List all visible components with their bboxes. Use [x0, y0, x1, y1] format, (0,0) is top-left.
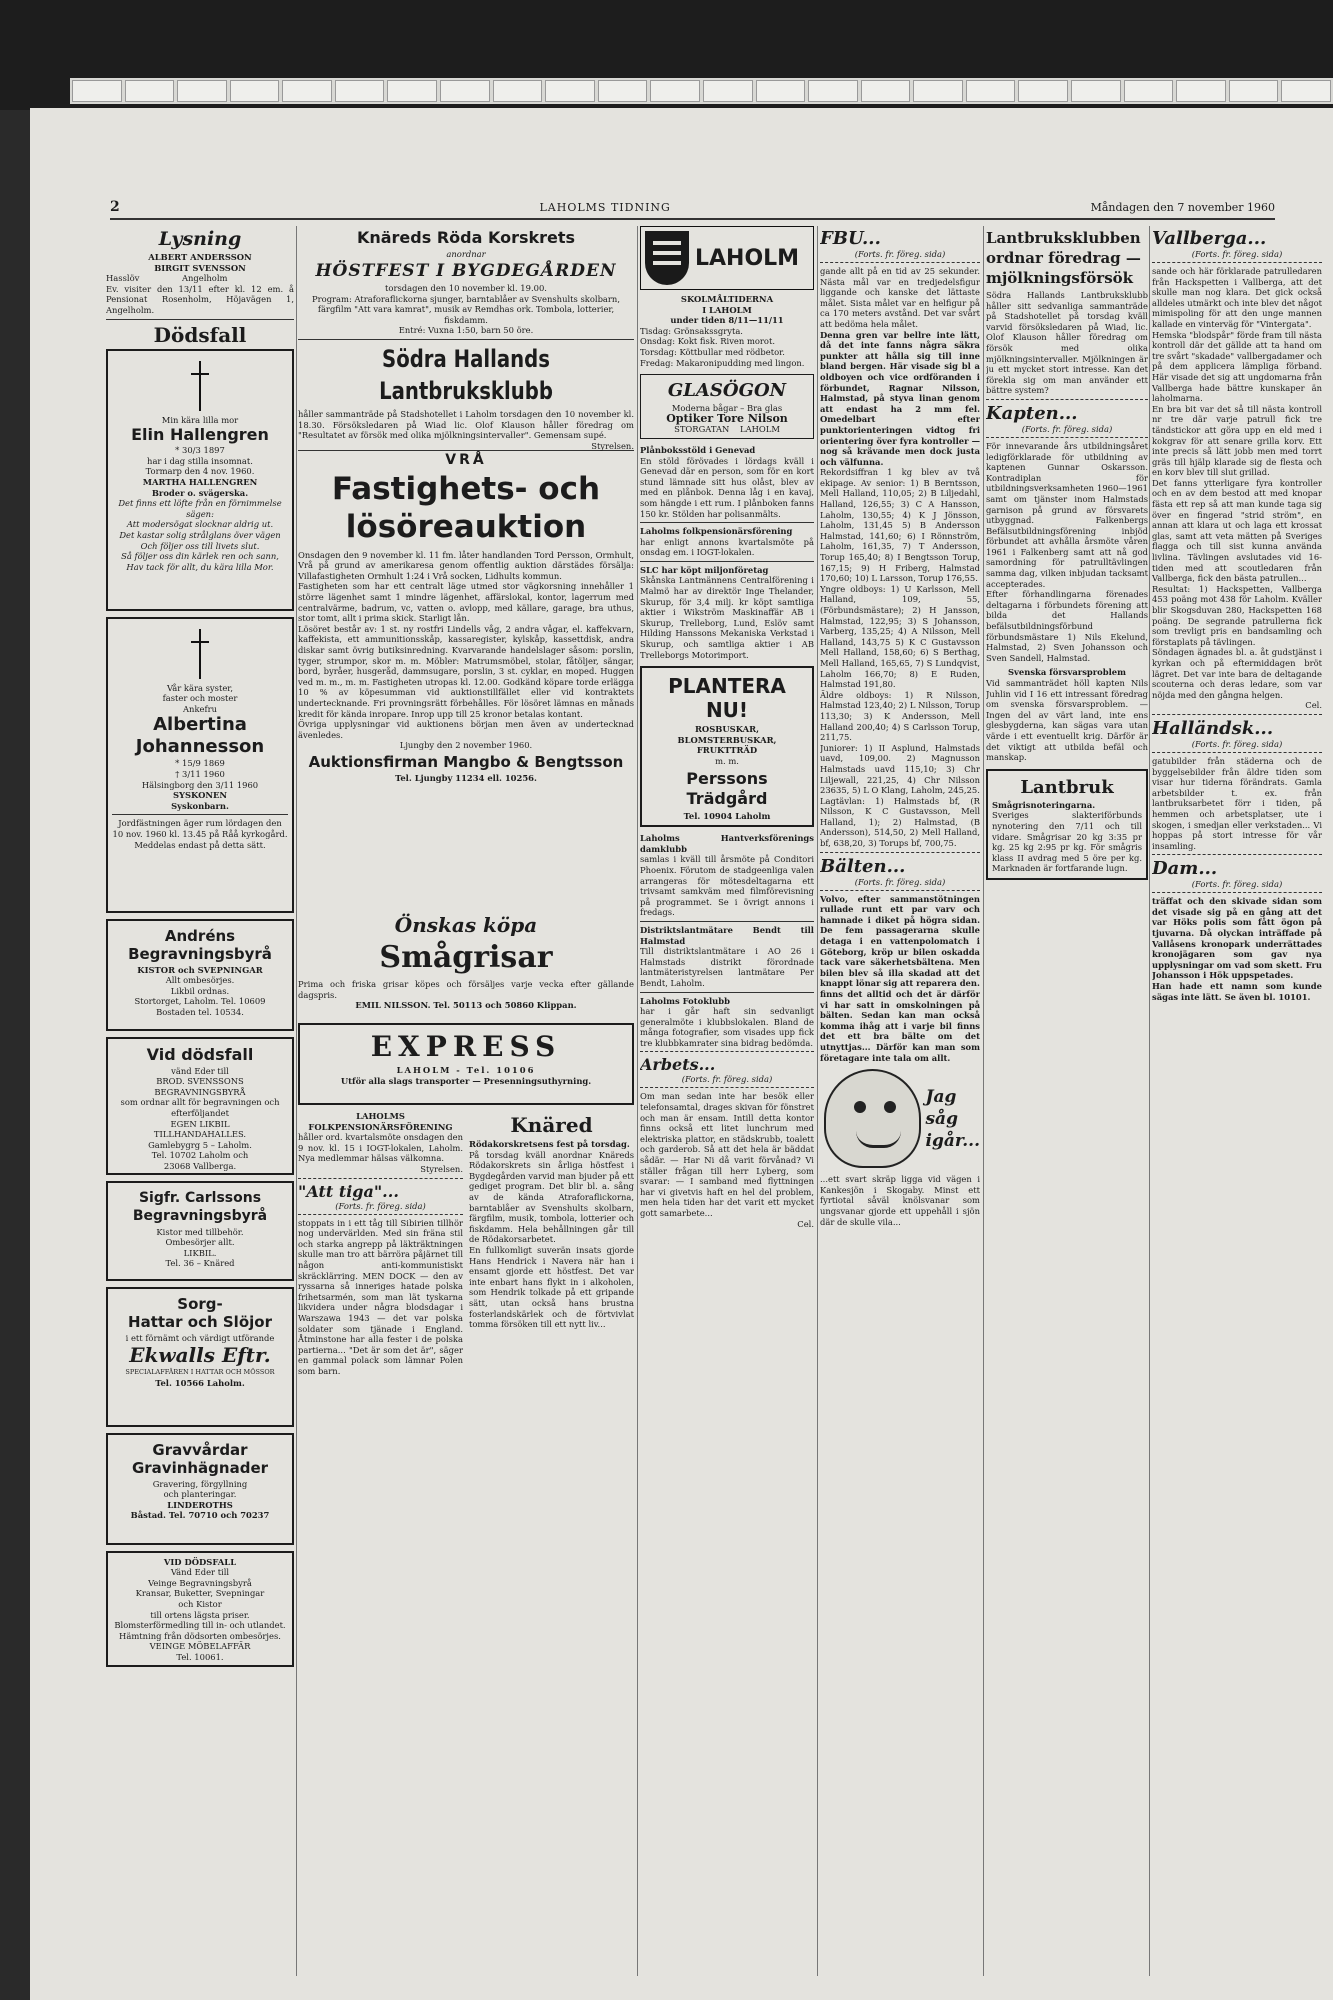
ad-linderoths [106, 1433, 294, 1545]
notice-family: MARTHA HALLENGREN Broder o. svägerska. [142, 476, 258, 498]
arbets-sign: Cel. [797, 1218, 814, 1229]
fbu-text: gande allt på en tid av 25 sekunder. Nästa mål var en tredjedelsfigur liggande och kanske det lättaste målet. Sista målet var en helfigur på ca 170 meters avstånd. Det var svårt att bedöma hela målet. [820, 266, 980, 329]
notice-dates: * 15/9 1869 † 3/11 1960 [175, 758, 225, 779]
notice-text: Jordfästningen äger rum lördagen den 10 nov. 1960 kl. 13.45 på Råå kyrkogård. Meddelas endast på detta sätt. [112, 818, 288, 850]
vall-text: Resultat: 1) Hackspetten, Vallberga 453 poäng mot 438 för Laholm. Kväller blir Skogsduvan 280, Hackspetten 168 poäng. De segrande patrullerna fick som trevligt pris en bandsamling och förstaplats på tävlingen. [1152, 583, 1322, 647]
divider [820, 852, 980, 853]
divider [640, 1087, 814, 1088]
divider [1152, 262, 1322, 263]
death-notice-hallengren [106, 349, 294, 611]
ad-title: PLANTERA NU! [668, 674, 786, 723]
ad-title: Fastighets- och lösöreauktion [331, 470, 601, 545]
ad-auction [298, 452, 634, 911]
divider [1152, 892, 1322, 893]
lantbruk-sub: Smågrisnoteringarna. [992, 799, 1096, 810]
fbu-text: Denna gren var bellre inte lätt, då det inte fanns några säkra punkter att hålla sig till inne bland bergen. Här visade sig bl a oldboyen och vice ordföranden i förbundet, Ragnar Nilsson, Halmstad, på styva linan genom att endast ha 2 mm fel. Omedelbart efter punktorienteringen vidtog fri orientering över fyra kontroller — nog så krävande men dock justa och välfunna. [820, 329, 980, 467]
kapten-title: Kapten... [986, 402, 1078, 424]
ad-text: Vänd Eder till Veinge Begravningsbyrå Kransar, Buketter, Svepningar och Kistor till ortens lägsta priser. Blomsterförmedling till in- och utlandet. Hämtning från dödsorten ombesörjes. VEINGE MÖBELAFFÄR Tel. 10061. [114, 1567, 286, 1662]
ad-title: Andréns Begravningsbyrå [128, 926, 272, 963]
lysning-places: Hasslöv Angelholm [106, 273, 228, 284]
divider [640, 992, 814, 993]
ad-date: torsdagen den 10 november kl. 19.00. [385, 283, 547, 293]
ad-firm: LINDEROTHS Båstad. Tel. 70710 och 70237 [130, 1499, 270, 1521]
column-rule [983, 226, 984, 1976]
column-rule [296, 226, 297, 1976]
atttiga-text: stoppats in i ett tåg till Sibirien tillhör nog undervärlden. Med sin fräna stil och starka angrepp på läkträktningen skulle man tro att bärröra påjärnet till någon anti-kommunistiskt skräcklärring. MEN DOCK — den av ryssarna så inneriges hatade polska frihetsarmén, som man lät tyskarna likvidera under några blodsdagar i Warszawa 1943 — det var polska soldater som tjänade i England. Åtminstone har alla fester i de polska partierna... "Det är som det är", säger en gammal polack som lämnar Polen som barn. [298, 1217, 463, 1376]
divider [106, 319, 294, 320]
fbu-text: Yngre oldboys: 1) U Karlsson, Mell Halland, 109, 55, (Förbundsmästare); 2) H Jansson, Halmstad, 122,95; 3) S Johansson, Varberg, 135,25; 4) A Nilsson, Mell Halland, 143,75 5) K C Gustavsson Mell Halland, 158,60; 6) S Berthag, Mell Halland, 165,65, 7) S Lundqvist, Laholm 166,70; 8) E Ruden, Halmstad 191,80. [820, 583, 980, 690]
vall-text: sande och här förklarade patrulledaren från Hackspetten i Vallberga, att det skulle man nog klara. Det gick också alldeles utmärkt och inte blev det något mimispoling för att den unge mannen kallade en vinterväg för "Vintergata". [1152, 266, 1322, 329]
column-local-news [640, 226, 814, 1229]
divider [986, 399, 1148, 400]
folk-title: Laholms folkpensionärsförening [640, 526, 793, 537]
fbu-title: FBU... [820, 228, 881, 249]
divider [640, 921, 814, 922]
vall-text: Söndagen ägnades bl. a. åt gudstjänst i kyrkan och på eftermiddagen bröt lägret. Det var inte bara de deltagande scouterna och deras ledare, som var nöjda med den gångna helgen. [1152, 647, 1322, 700]
skol-title: SKOLMÅLTIDERNA I LAHOLM [680, 294, 774, 315]
arbets-title: Arbets... [640, 1055, 716, 1075]
fbu-text: Rekordsiffran 1 kg blev av två ekipage. Av senior: 1) B Berntsson, Mell Halland, 110,05; 2) B Liljedahl, Halland, 126,55; 3) C A Hansson, Laholm, 130,55; 4) K J Jönsson, Laholm, 131,45 5) B Andersson Halmstad, 141,60; 6) I Rönnström, Laholm, 161,35, 7) T Andersson, Torup 165,40; 8) I Bengtsson Torup, 167,15; 9) H Friberg, Halmstad 170,60; 10) L Larsson, Torup 176,55. [820, 467, 980, 584]
lower-right [469, 1111, 634, 1376]
lant-text: Södra Hallands Lantbruksklubb håller sitt sedvanliga sammanträde på Stadshotellet på torsdag kväll varvid försöksledaren på Wiad, lic. Olof Klauson håller föredrag om försök med olika mjölkningsintervaller. Mjölkningen är ju ett mycket stort intresse. Kan det förekla sig om man använder ett bättre system? [986, 290, 1148, 396]
notice-place: Tormarp den 4 nov. 1960. [145, 466, 255, 477]
vall-title: Vallberga... [1152, 228, 1267, 249]
ad-text: Gravering, förgyllning och planteringar. [152, 1478, 248, 1500]
ad-tag: SPECIALAFFÄREN I HATTAR OCH MÖSSOR [125, 1368, 275, 1377]
cross-icon [189, 629, 211, 679]
divider [640, 561, 814, 562]
film-strip [70, 78, 1333, 104]
ad-product: Smågrisar [379, 940, 553, 975]
scanner-background [0, 0, 1333, 110]
ad-text: Onsdagen den 9 november kl. 11 fm. låter handlanden Tord Persson, Ormhult, Vrå på grund av amerikaresa genom offentlig auktion därstädes försälja: Villafastigheten Ormhult 1:24 i Vrå socken, Lidhults kommun. [298, 549, 634, 581]
fbu-sub: (Forts. fr. föreg. sida) [854, 249, 946, 259]
ad-text: Kistor med tillbehör. Ombesörjer allt. LIKBIL. Tel. 36 – Knäred [156, 1226, 244, 1269]
ad-tel: Tel. 10904 Laholm [683, 810, 771, 821]
page-number: 2 [110, 199, 120, 215]
column-rule [637, 226, 638, 1976]
ad-place: Ljungby den 2 november 1960. [399, 740, 533, 751]
divider [986, 437, 1148, 438]
foto-text: har i går haft sin sedvanligt generalmöte i klubbslokalen. Bland de många fotografier, som visades upp fick tre klubbkamrater sina bidrag bedömda. [640, 1006, 814, 1048]
ad-firm: Perssons Trädgård [686, 768, 768, 808]
column-vallberga [1152, 226, 1322, 1002]
arbets-sub: (Forts. fr. föreg. sida) [681, 1074, 773, 1085]
cartoon-face-icon [824, 1069, 921, 1168]
ad-brod-svensson [106, 1037, 294, 1175]
lysning-text: Ev. visiter den 13/11 efter kl. 12 em. å Pensionat Rosenholm, Höjavägen 1, Angelholm. [106, 283, 294, 315]
ad-sub: Moderna bågar – Bra glas [671, 403, 783, 414]
ad-tel: LAHOLM - Tel. 10106 [396, 1065, 536, 1075]
page-header [110, 196, 1275, 220]
jag-text: Jag såg igår... [925, 1086, 980, 1151]
ad-ekwalls [106, 1287, 294, 1427]
jag-caption: ...ett svart skräp ligga vid vägen i Kankesjön i Skogaby. Minst ett fyrtiotal såväl knölsvanar som ungsvanar gjorde ett uppehåll i sjön där de skulle vila... [820, 1174, 980, 1227]
ad-andrens [106, 919, 294, 1031]
ad-mm: m. m. [715, 756, 739, 766]
ad-text: Prima och friska grisar köpes och försäljes varje vecka efter gällande dagspris. [298, 979, 634, 1000]
lower-left [298, 1111, 463, 1376]
fbu-text: Lagtävlan: 1) Halmstads bf, (R Nilsson, K C Gustavsson, Mell Halland, 1); 2) Halmstad, (B Andersson), 514,50, 2) Mell Halland, bf, 638,20, 3) Torups bf, 700,75. [820, 795, 980, 849]
notice-intro: Min kära lilla mor [161, 414, 239, 425]
logo-text: LAHOLM [695, 245, 800, 271]
lysning-names: ALBERT ANDERSSON BIRGIT SVENSSON [148, 252, 252, 273]
ad-sub: KISTOR och SVEPNINGAR [137, 964, 263, 975]
lantbruk-text: Sveriges slakteriförbunds nynotering den 7/11 och till vidare. Smågrisar 20 kg 3:35 pr kg. 25 kg 2:95 pr kg. För smågris klass II avdrag med 5 öre per kg. Marknaden är fortfarande lugn. [992, 810, 1142, 874]
ad-addr: STORGATAN LAHOLM [674, 424, 780, 435]
notice-text: har i dag stilla insomnat. [147, 455, 253, 466]
kapten-sub: (Forts. fr. föreg. sida) [1021, 423, 1113, 434]
divider [640, 1051, 814, 1052]
ad-tel: Tel. Ljungby 11234 ell. 10256. [395, 772, 537, 783]
ad-title: Gravvårdar Gravinhägnader [131, 1440, 269, 1477]
vall-sign: Cel. [1305, 700, 1322, 711]
ad-title: GLASÖGON [667, 380, 787, 402]
kapten-text: Efter förhandlingarna förenades deltagarna i förbundets förening att bilda det Hallands befälsutbildningsförbund förbundsmästare 1) Nils Ekelund, Halmstad, 2) Sven Johansson och Sven Sandell, Halmstad. [986, 589, 1148, 663]
ad-plantera [640, 666, 814, 827]
atttiga-title: "Att tiga"... [298, 1181, 399, 1201]
ad-tel: Tel. 10566 Laholm. [155, 1377, 245, 1388]
issue-date: Måndagen den 7 november 1960 [1090, 200, 1275, 214]
vall-text: Hemska "blodspår" förde fram till nästa kontroll där det gällde att ta hand om tre svårt "skadade" vallbergadamer och på dem applicera lämpliga förband. Här visade det sig att ungdomarna från Vallberga hade bättre kunskaper än laholmarna. [1152, 329, 1322, 404]
ad-text: håller sammanträde på Stadshotellet i Laholm torsdagen den 10 november kl. 18.30. Försöksledaren på Wiad lic. Olof Klauson håller föredrag om "Resultatet av försök med olika mjölkningsintervaller". Gemensam supé. [298, 409, 634, 441]
notice-family: SYSKONEN Syskonbarn. [171, 790, 229, 811]
ad-text: vänd Eder till BROD. SVENSSONS BEGRAVNINGSBYRÅ som ordnar allt för begravningen och efterföljandet EGEN LIKBIL TILLHANDAHALLES. Gamlebygrg 5 – Laholm. Tel. 10702 Laholm och 23068 Vallberga. [120, 1065, 280, 1171]
svenska-title: Svenska försvarsproblem [1007, 667, 1126, 678]
ad-title: VID DÖDSFALL [163, 1556, 237, 1567]
notice-intro: Vår kära syster, faster och moster [162, 682, 238, 704]
pension-sign: Styrelsen. [420, 1163, 463, 1174]
ad-sodra-hallands [298, 343, 634, 451]
dam-text: träffat och den skivade sidan som det visade sig på en gång att det var Höks polis som fått ögon på tjuvarna. Då olyckan inträffade på Vallåsens kronopark underrättades kronojägaren som gav nya upplysningar om vad som skett. Fru Johansson i Hök uppspetades. [1152, 896, 1322, 981]
lantbruk-section [986, 769, 1148, 880]
distr-text: Till distriktslantmätare i AO 26 i Halmstads distrikt förordnade lantmäteristyrelsen lantmätare Per Bendt, Laholm. [640, 946, 814, 988]
pension-title: LAHOLMS FOLKPENSIONÄRSFÖRENING [308, 1111, 453, 1132]
arbets-text: Om man sedan inte har besök eller telefonsamtal, drages skivan för fönstret och man är ensam. Intill detta kontor finns också ett litet lunchrum med elektriska plattor, en städskrubb, toalett och garderob. Så att det hela är bäddat sådär. — Har Ni då varit förvånad? Vi ställer frågan till herr Lyberg, som svarar: — I samband med flyttningen har vi givetvis haft en hel del problem, men hela tiden har det varit ett mycket gott samarbete... [640, 1091, 814, 1218]
hant-title: Laholms Hantverksförenings damklubb [640, 833, 814, 854]
divider [112, 814, 288, 815]
fbu-text: Äldre oldboys: 1) R Nilsson, Halmstad 123,40; 2) L Nilsson, Torup 113,30; 3) K Andersson, Mell Halland 200,40; 4) S Carlsson Torup, 211,75. [820, 689, 980, 743]
knared2-title: Knäred [510, 1113, 593, 1137]
notice-title: Ankefru [183, 703, 217, 714]
ad-price: Entré: Vuxna 1:50, barn 50 öre. [398, 325, 534, 336]
ad-carlssons [106, 1181, 294, 1281]
ad-event: HÖSTFEST I BYGDEGÅRDEN [315, 261, 617, 281]
balten-sub: (Forts. fr. föreg. sida) [854, 876, 946, 887]
notice-born: * 30/3 1897 [175, 445, 225, 456]
ad-title: Vid dödsfall [146, 1044, 254, 1064]
atttiga-sub: (Forts. fr. föreg. sida) [335, 1200, 426, 1211]
ad-title: Södra Hallands Lantbruksklubb [379, 345, 553, 405]
divider [298, 450, 634, 451]
divider [298, 339, 634, 340]
ad-text: Allt ombesörjes. Likbil ordnas. Stortorget, Laholm. Tel. 10609 Bostaden tel. 10534. [134, 975, 266, 1017]
paper-name: LAHOLMS TIDNING [539, 200, 671, 214]
ad-text: i ett förnämt och värdigt utförande [125, 1332, 275, 1343]
divider [640, 522, 814, 523]
notice-place: Hälsingborg den 3/11 1960 [141, 779, 259, 790]
fbu-text: Juniorer: 1) II Asplund, Halmstads uavd, 109,00. 2) Magnusson Halmstads uavd 115,10; 3) Chr Liljewall, 221,25, 4) Chr Nilsson 23635, 5) L O Klang, Laholm, 245,25. [820, 742, 980, 796]
ad-text: Fastigheten som har ett centralt läge utmed stor vägkorsning innehåller 1 större lägenhet samt 1 mindre lägenhet, affärslokal, kontor, lagerrum med centralvärme, badrum, vc, vatten o. avlopp, med källare, garage, bra uthus, stor tomt, allt i prima skick. Starligt lån. [298, 581, 634, 624]
balten-text: Volvo, efter sammanstötningen rullade runt ett par varv och hamnade i diket på högra sidan. De fem passagerarna skulle detaga i en vattenpolomatch i Göteborg, kröp ur bilen oskadda tack vare säkerhetsbältena. Men bilen blev så illa skadad att det knappt lönar sig att reparera den. [820, 893, 980, 989]
divider [820, 262, 980, 263]
jag-sag-igar [820, 1063, 980, 1174]
ad-firm: Optiker Tore Nilson [666, 411, 788, 425]
ad-sub: anordnar [446, 249, 486, 259]
column-rule [817, 226, 818, 1976]
lantbruk-title: Lantbruk [1020, 776, 1114, 798]
ad-veinge [106, 1551, 294, 1667]
divider [1152, 854, 1322, 855]
laholm-logo [640, 226, 814, 290]
dam-text: Han hade ett namn som kunde sägas inte lätt. Se även bl. 10101. [1152, 981, 1322, 1002]
plan-text: En stöld förövades i lördags kväll i Genevad där en person, som för en kort stund lämnade sitt hus olåst, blev av med en plånbok. Denna låg i en kavaj, som hängde i ett rum. I plånboken fanns 150 kr. Stölden har polisanmälts. [640, 455, 814, 519]
divider [1152, 752, 1322, 753]
ad-title: Sigfr. Carlssons Begravningsbyrå [132, 1189, 268, 1224]
pension-text: håller ord. kvartalsmöte onsdagen den 9 nov. kl. 15 i IOGT-lokalen, Laholm. Nya medlemmar hälsas välkomna. [298, 1132, 463, 1164]
knared2-text: På torsdag kväll anordnar Knäreds Rödakorskrets sin årliga höstfest i Bygdegården varvid man bjuder på ett gediget program. Det blir bl. a. sång av de kända Atraforaflickorna, barntablåer av Svenshults skolbarn, färgfilm, musik, tombola, lotterier och fiskdamm. Hela behållningen går till de Rödakorsarbetet. [469, 1149, 634, 1245]
vall-sub: (Forts. fr. föreg. sida) [1191, 249, 1283, 259]
column-lantbruk [986, 226, 1148, 886]
notice-poem: Det finns ett löfte från en förnimmelse sägen: Att modersögat slocknar aldrig ut. Det kastar solig strålglans över vägen Och följer oss till livets slut. Så följer oss din kärlek ren och sann, Hav tack för allt, du kära lilla Mor. [118, 498, 282, 572]
dodsfall-title: Dödsfall [153, 322, 247, 347]
folk-text: har enligt annons kvartalsmöte på onsdag em. i IOGT-lokalen. [640, 536, 814, 558]
balten-title: Bälten... [820, 855, 906, 877]
ad-sign: Styrelsen. [591, 440, 634, 451]
divider [298, 1214, 463, 1215]
column-fbu [820, 226, 980, 1227]
ad-title: Sorg- Hattar och Slöjor [128, 1294, 272, 1331]
vall-text: En bra bit var det så till nästa kontroll nr tre där varje patrull fick tre tändstickor att göra upp en eld med i kokgrav för att senare grilla korv. Ett inte precis så lätt jobb men med torrt gräs till hjälp klarade sig de flesta och en korv blev till slut grillad. [1152, 403, 1322, 478]
ad-firm: Auktionsfirman Mangbo & Bengtsson [308, 752, 624, 771]
skol-menu: Tisdag: Grönsakssgryta. Onsdag: Kokt fisk. Riven morot. Torsdag: Köttbullar med rödbetor. Fredag: Makaronipudding med lingon. [640, 325, 805, 368]
newspaper-page [30, 108, 1333, 2000]
ad-brand: Ekwalls Eftr. [129, 1343, 271, 1368]
svenska-text: Vid sammanträdet höll kapten Nils Juhlin vid I 16 ett intressant föredrag om svenska försvarsproblem. — Ingen del av värt land, inte ens glesbygderna, kan sägas vara utan värde i ett eventuellt krig. Därför är det viktigt att utbilda befäl och manskap. [986, 678, 1148, 763]
halland-title: Halländsk... [1152, 717, 1274, 739]
ad-title: EXPRESS [370, 1030, 562, 1063]
skol-period: under tiden 8/11—11/11 [670, 315, 784, 326]
ad-title: Önskas köpa [394, 913, 538, 937]
column-ads [298, 226, 634, 1376]
hant-text: samlas i kväll till årsmöte på Conditori Phoenix. Förutom de stadgeenliga valen arrangeras för mötesdeltagarna ett trivsamt samkväm med filmförevisning på programmet. Se i övrigt annons i fredags. [640, 854, 814, 918]
column-notices [106, 226, 294, 1673]
ad-text: Program: Atraforaflickorna sjunger, barntablåer av Svenshults skolbarn, färgfilm "Att vara kamrat", musik av Remdhas ork. Tombola, lotterier, fiskdamm. [312, 293, 620, 325]
vall-text: Det fanns ytterligare fyra kontroller och en av dem bestod att med knopar fästa ett rep så att man kunde taga sig över en fingerad "strid ström", en annan att klara ut och laga ett krossat glas, samt att veta mätten på Sveriges flagga och till sist kunna använda livlina. Tävlingen avslutades vid 16-tiden med att scoutledaren från Vallberga, fick den bästa patrullen... [1152, 477, 1322, 584]
ad-glasogon [640, 374, 814, 439]
notice-name: Elin Hallengren [131, 425, 269, 445]
ad-text: Lösöret består av: 1 st. ny rostfri Lindells våg, 2 andra vågar, el. kaffekvarn, kaffekista, ett ammunitionsskåp, kassaregister, kylskåp, kassettdisk, andra diskar samt övrig butiksinredning. Kvarvarande handelslager såsom: porslin, tyger, strumpor, skor m. m. Möbler: Matrumsmöbel, stolar, fåtöljer, sängar, bord, byråer, husgeråd, dammsugare, porslin, 3 st. cyklar, en moped. Huggen ved m. m., m. m. Fastigheten utropas kl. 12.00. Godkänd köpare torde erlägga 10 % av köpesumman vid auktionstillfället eller vid kontraktets undertecknande. Fri provningsrätt förbehålles. För lösöret lämnas en månads kredit för kända inropare. Inrop upp till 25 kronor betalas kontant. [298, 623, 634, 719]
notice-name: Albertina Johannesson [135, 714, 265, 758]
ad-smagrisar [298, 913, 634, 1023]
foto-title: Laholms Fotoklubb [640, 995, 730, 1006]
slc-text: Skånska Lantmännens Centralförening i Malmö har av direktör Inge Thelander, Skurup, för 3,4 milj. kr köpt samtliga aktier i Wikström Maskinaffär AB i Skurup, Trelleborg, Lund, Eslöv samt Hilding Hanssons Mekaniska Verkstad i Skurup, och samtliga aktier i AB Trelleborgs Motorimport. [640, 575, 814, 660]
halland-text: gatubilder från städerna och de byggelsebilder från äldre tiden som visar hur tiderna förändrats. Gamla arbetsbilder t. ex. från lantbruksarbetet förr i tiden, på hemmen och arbetsplatser, ute i skogen, i smedjan eller verkstaden... Vi hoppas på stort intresse för vår insamling. [1152, 755, 1322, 851]
ad-knared-fest [298, 228, 634, 336]
ad-place: VRÅ [445, 452, 487, 468]
distr-title: Distriktslantmätare Bendt till Halmstad [640, 924, 814, 946]
dam-title: Dam... [1152, 858, 1218, 880]
cross-icon [189, 361, 211, 411]
slc-title: SLC har köpt miljonföretag [640, 564, 769, 575]
ad-express [298, 1023, 634, 1105]
ad-text: Utför alla slags transporter — Presenningsuthyrning. [340, 1075, 592, 1086]
divider [820, 890, 980, 891]
knared2-text: En fullkomligt suverän insats gjorde Hans Hendrick i Navera när han i ensamt gjorde ett höstfest. Det var inte enbart hans flykt in i alkoholen, som Hendrik tolkade på ett gripande sätt, utan också hans brustna fosterlandskärlek och de förtvivlat tomma försöken till ett nytt liv... [469, 1244, 634, 1330]
knared2-sub: Rödakorskretsens fest på torsdag. [469, 1139, 630, 1149]
plan-title: Plånboksstöld i Genevad [640, 444, 756, 455]
ad-contact: EMIL NILSSON. Tel. 50113 och 50860 Klippan. [355, 1000, 577, 1011]
ad-title: Knäreds Röda Korskrets [356, 228, 576, 247]
ad-sub: ROSBUSKAR, BLOMSTERBUSKAR, FRUKTTRÄD [677, 724, 777, 756]
coat-of-arms-icon [645, 231, 689, 285]
halland-sub: (Forts. fr. föreg. sida) [1191, 738, 1283, 749]
dam-sub: (Forts. fr. föreg. sida) [1191, 879, 1283, 890]
divider [1152, 714, 1322, 715]
lysning-title: Lysning [158, 228, 242, 250]
ad-text: Övriga upplysningar vid auktionens början men även av undertecknad ävenledes. [298, 719, 634, 740]
column-rule [1149, 226, 1150, 1976]
lower-split [298, 1111, 634, 1376]
kapten-text: För innevarande års utbildningsåret ledigförklarade för utbildning av kaptenen Gunnar Oskarsson. Kontradiplan för utbildningsverksamheten 1960—1961 samt om tjänster inom Halmstads garnison på grund av försvarets utbyggnad. Falkenbergs Befälsutbildningsförening inbjöd förbundet att avhålla årsmöte våren 1961 i Falkenberg samt att nå god samordning för patrulltävlingen samma dag, vilken inbjudan tacksamt accepterades. [986, 440, 1148, 589]
divider [298, 1178, 463, 1179]
lant-title: Lantbruksklubben ordnar föredrag — mjölkningsförsök [986, 229, 1141, 287]
balten-text: finns det alltid och det är därför vi har satt in omskolningen på bälten. Sedan kan man också komma ihåg att i varje bil finns det ett bra bälte om det utnyttjas... Därför kan man som företagare inte tala om allt. [820, 989, 980, 1063]
death-notice-johannesson [106, 617, 294, 913]
